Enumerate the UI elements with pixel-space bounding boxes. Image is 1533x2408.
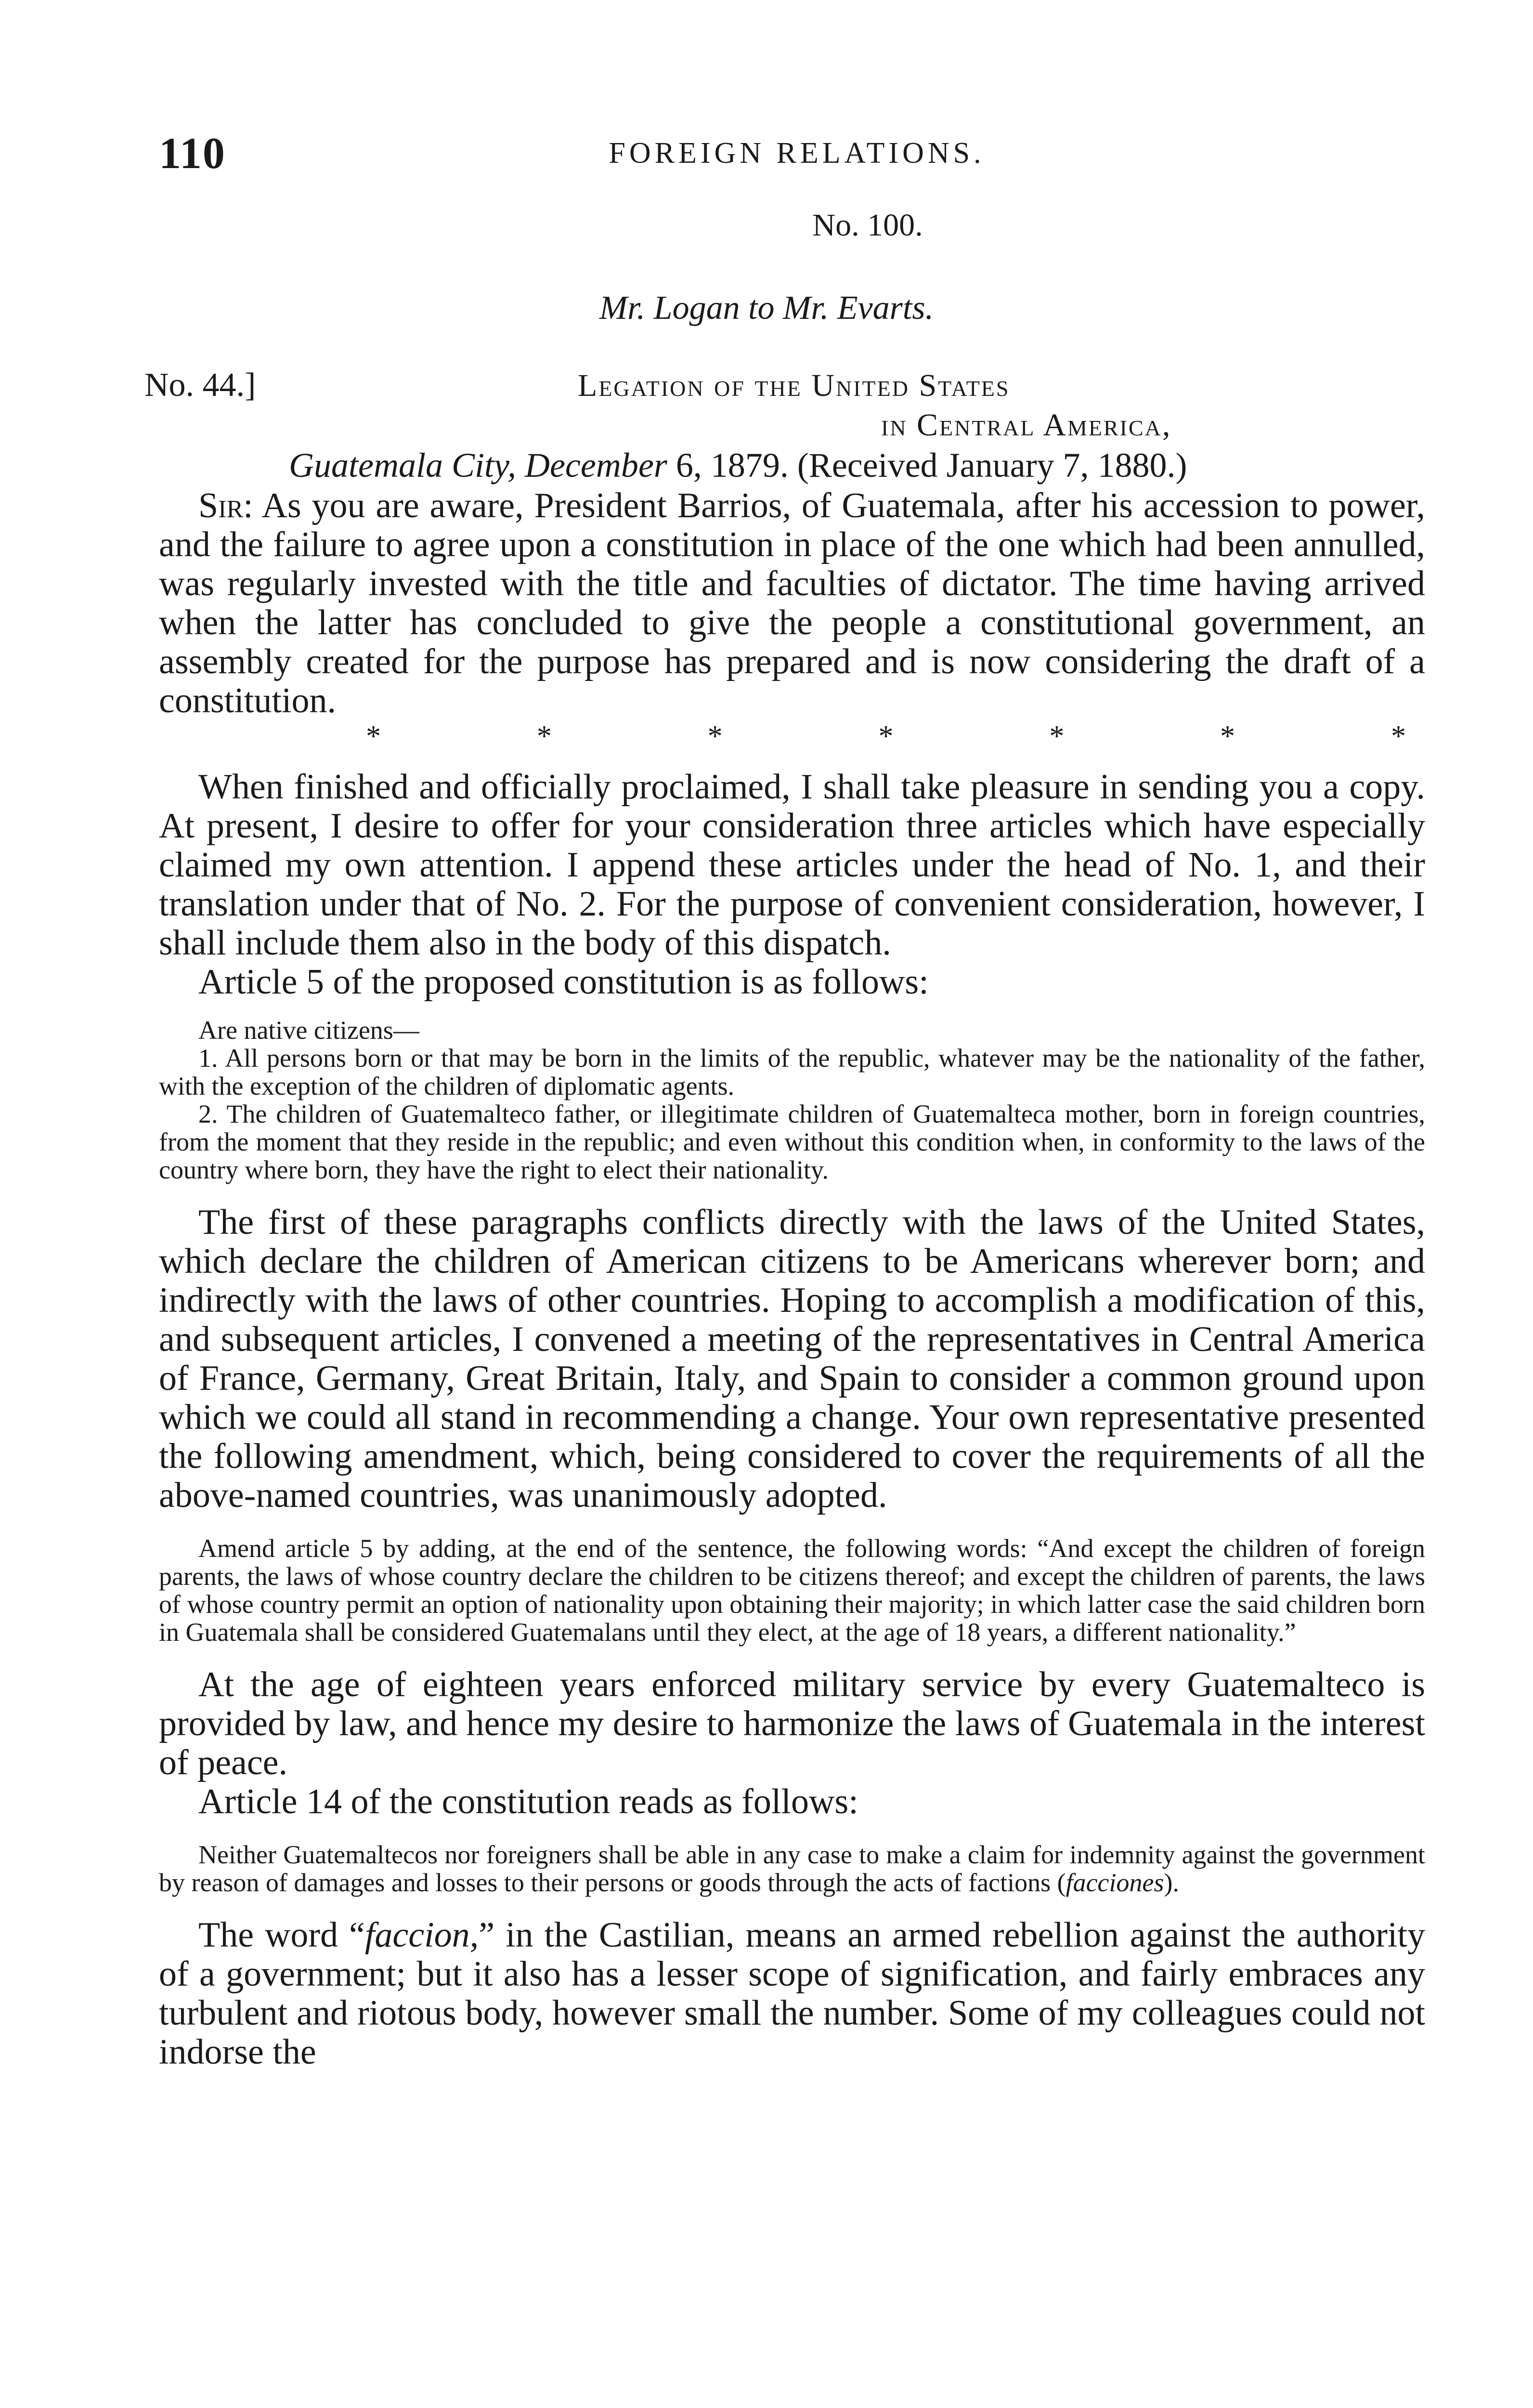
paragraph-6: Article 14 of the constitution reads as follows: — [198, 1782, 858, 1821]
star-mark: * — [878, 720, 894, 753]
star-mark: * — [1390, 720, 1406, 753]
star-mark: * — [707, 720, 723, 753]
legation-heading — [578, 366, 1171, 445]
dateline-place: Guatemala City, December — [289, 446, 667, 484]
page-header — [159, 128, 1435, 181]
quote-3-text: Neither Guatemaltecos nor foreigners shall be able in any case to make a claim for indemnity against the government by reason of damages and losses to their persons or goods through the acts of factions ( — [159, 1840, 1425, 1897]
paragraph-salutation — [159, 486, 1425, 720]
salutation: Sir — [198, 486, 244, 525]
dateline-received: 6, 1879. (Received January 7, 1880.) — [667, 446, 1187, 484]
ellipsis-stars — [159, 720, 1425, 753]
paragraph-7-rest: ” in the Castilian, means an armed rebellion against the authority of a government; but it also has a lesser scope of signification, and fairly embraces any turbulent and riotous body, however small the number. Some of my colleagues could not indorse the — [159, 1915, 1425, 2072]
quote-3-italic: facciones — [1065, 1868, 1164, 1897]
paragraph-3: Article 5 of the proposed constitution is as follows: — [198, 962, 929, 1002]
paragraph-4: The first of these paragraphs conflicts directly with the laws of the United States, which declare the children of American citizens to be Americans wherever born; and indirectly with the laws of other countries. Hoping to accomplish a modification of this, and subsequent articles, I convened a meeting of the representatives in Central America of France, Germany, Great Britain, Italy, and Spain to consider a common ground upon which we could all stand in recommending a change. Your own representative presented the following amendment, which, being considered to cover the requirements of all the above-named countries, was unanimously adopted. — [159, 1203, 1425, 1515]
star-mark: * — [1220, 720, 1235, 753]
paragraph-1-text: : As you are aware, President Barrios, of Guatemala, after his accession to power, and the failure to agree upon a constitution in place of the one which had been annulled, was regularly invested with the title and faculties of dictator. The time having arrived when the latter has concluded to give the people a constitutional government, an assembly created for the purpose has prepared and is now considering the draft of a constitution. — [159, 486, 1425, 720]
quote-1-item-1: 1. All persons born or that may be born in the limits of the republic, whatever may be the nationality of the father, with the exception of the children of diplomatic agents. — [159, 1044, 1425, 1100]
quote-3-article-14 — [159, 1841, 1425, 1897]
document-number: No. 100. — [812, 208, 923, 243]
quote-3-end: ). — [1164, 1868, 1179, 1897]
star-mark: * — [536, 720, 552, 753]
quote-1-intro: Are native citizens— — [198, 1016, 419, 1045]
paragraph-5: At the age of eighteen years enforced military service by every Guatemalteco is provided by law, and hence my desire to harmonize the laws of Guatemala in the interest of peace. — [159, 1665, 1425, 1782]
quote-2-amendment: Amend article 5 by adding, at the end of the sentence, the following words: “And except the children of foreign parents, the laws of whose country declare the children to be citizens thereof; and except the children of parents, the laws of whose country permit an option of nationality upon obtaining their majority; in which latter case the said children born in Guatemala shall be considered Guatemalans until they elect, at the age of 18 years, a different nationality.” — [159, 1534, 1425, 1647]
page-number: 110 — [159, 129, 226, 178]
legation-line-1: Legation of the United States — [578, 368, 1010, 403]
paragraph-7-italic: faccion, — [364, 1915, 479, 1955]
letter-body — [159, 486, 1425, 2072]
paragraph-2: When finished and officially proclaimed, I shall take pleasure in sending you a copy. At present, I desire to offer for your consideration three articles which have especially claimed my own attention. I append these articles under the head of No. 1, and their translation under that of No. 2. For the purpose of convenient consideration, however, I shall include them also in the body of this dispatch. — [159, 767, 1425, 963]
star-mark: * — [366, 720, 381, 753]
paragraph-7 — [159, 1916, 1425, 2072]
running-head: FOREIGN RELATIONS. — [609, 137, 985, 170]
dispatch-number: No. 44.] — [144, 366, 256, 404]
star-mark: * — [1049, 720, 1065, 753]
legation-line-2: in Central America, — [881, 407, 1172, 443]
document-title: Mr. Logan to Mr. Evarts. — [599, 289, 934, 327]
quote-1-item-2: 2. The children of Guatemalteco father, or illegitimate children of Guatemalteca mother, born in foreign countries, from the moment that they reside in the republic; and even without this condition when, in conformity to the laws of the country where born, they have the right to elect their nationality. — [159, 1099, 1425, 1184]
paragraph-7-start: The word “ — [198, 1915, 365, 1955]
dateline — [289, 445, 1187, 485]
